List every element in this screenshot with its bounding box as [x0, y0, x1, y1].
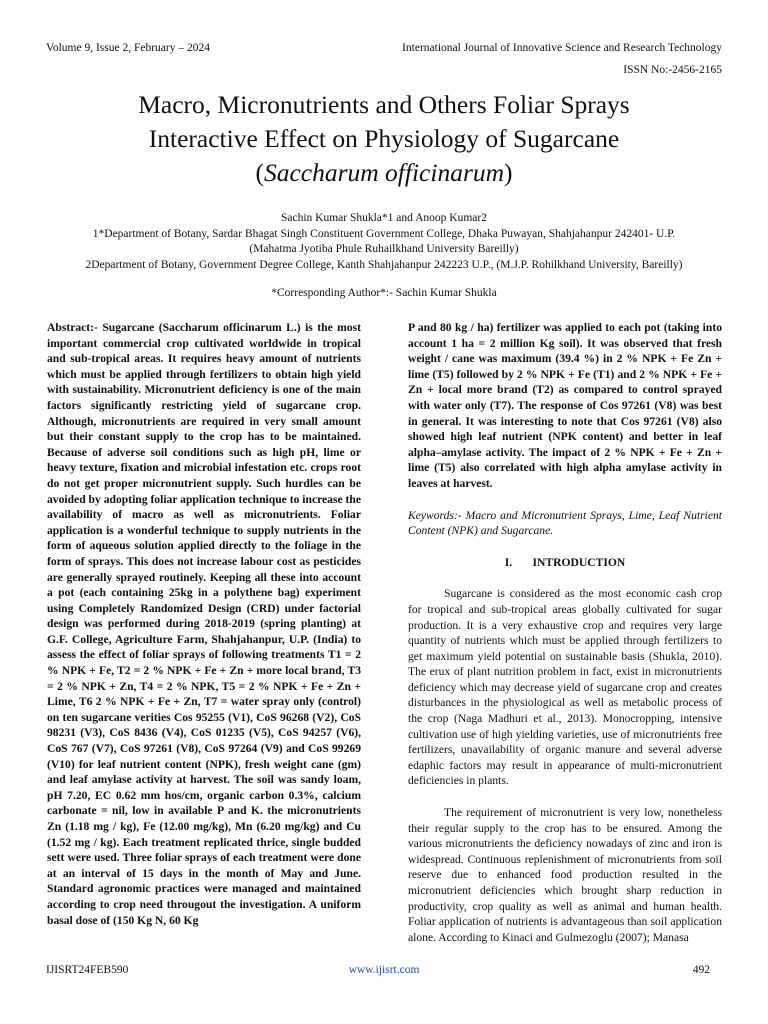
author-block [30, 211, 738, 273]
right-column [408, 320, 722, 945]
abstract-continued: P and 80 kg / ha) fertilizer was applied to each pot (taking into account 1 ha = 2 million Kg soil). It was observed that fresh weight / cane was maximum (39.4 %) in 2 % NPK + Fe Zn + lime (T5) followed by 2 % NPK + Fe (T1) and 2 % NPK + Fe + Zn + local more brand (T2) as compared to control sprayed with water only (T7). The response of Cos 97261 (V8) was best in general. It was interesting to note that Cos 97261 (V8) also showed high leaf nutrient (NPK content) and better in leaf alpha–amylase activity. The impact of 2 % NPK + Fe + Zn + lime (T5) also correlated with high alpha amylase activity in leaves at harvest. [408, 321, 722, 490]
title-paren-open: ( [255, 158, 264, 187]
intro-paragraph-2: The requirement of micronutrient is very low, nonetheless their regular supply to the crop has to be ensured. Among the various micronutrients the deficiency nowadays of zinc and iron is widespread. Continuous replenishment of micronutrients from soil reserve due to enhanced food production resulted in the micronutrient deficiencies which brought sharp reduction in productivity, crop quality as well as animal and human health. Foliar application of nutrients is advantageous than soil application alone. According to Kinaci and Gulmezoglu (2007); Manasa [408, 806, 722, 944]
abstract-column [47, 320, 361, 928]
volume-info: Volume 9, Issue 2, February – 2024 [46, 42, 210, 54]
issn: ISSN No:-2456-2165 [623, 64, 722, 76]
affiliation-1: 1*Department of Botany, Sardar Bhagat Singh Constituent Government College, Dhaka Puwayan, Shahjahanpur 242401- U.P. [92, 227, 676, 240]
keywords: Keywords:- Macro and Micronutrient Sprays, Lime, Leaf Nutrient Content (NPK) and Sugarcane. [408, 508, 722, 538]
title-line-2: Interactive Effect on Physiology of Sugarcane [148, 124, 620, 153]
journal-name: International Journal of Innovative Science and Research Technology [402, 42, 722, 54]
paper-code: IJISRT24FEB590 [46, 964, 129, 976]
section-heading [408, 555, 722, 571]
title-species: Saccharum officinarum [263, 158, 505, 187]
section-title: INTRODUCTION [532, 555, 626, 569]
title-line-3 [40, 156, 728, 190]
journal-url[interactable]: www.ijisrt.com [348, 964, 420, 976]
abstract-text: Abstract:- Sugarcane (Saccharum officinarum L.) is the most important commercial crop cultivated worldwide in tropical and sub-tropical areas. It requires heavy amount of nutrients which must be applied through fertilizers to obtain high yield with sustainability. Micronutrient deficiency is one of the main factors significantly restricting yield of sugarcane crop. Although, micronutrients are required in very small amount but their constant supply to the crop has to be maintained. Because of adverse soil conditions such as high pH, lime or heavy texture, fixation and microbial infestation etc. crops root do not get proper micronutrient supply. Such hurdles can be avoided by adopting foliar application technique to increase the availability of macro as well as micronutrients. Foliar application is a wonderful technique to supply nutrients in the form of aqueous solution applied directly to the foliage in the form of sprays. This does not increase labour cost as pesticides are generally sprayed routinely. Keeping all these into account a pot (each containing 25kg in a polythene bag) experiment using Completely Randomized Design (CRD) under factorial design was performed during 2018-2019 (spring planting) at G.F. College, Agriculture Farm, Shahjahanpur, U.P. (India) to assess the effect of foliar sprays of following treatments T1 = 2 % NPK + Fe, T2 = 2 % NPK + Fe + Zn + more local brand, T3 = 2 % NPK + Zn, T4 = 2 % NPK, T5 = 2 % NPK + Fe + Zn + Lime, T6 2 % NPK + Fe + Zn, T7 = water spray only (control) on ten sugarcane verities Cos 95255 (V1), CoS 96268 (V2), CoS 98231 (V3), CoS 8436 (V4), CoS 01235 (V5), CoS 94257 (V6), CoS 767 (V7), CoS 97261 (V8), CoS 97264 (V9) and CoS 99269 (V10) for leaf nutrient content (NPK), fresh weight cane (gm) and leaf amylase activity at harvest. The soil was sandy loam, pH 7.20, EC 0.62 mm hos/cm, organic carbon 0.3%, calcium carbonate = nil, low in available P and K. the micronutrients Zn (1.18 mg / kg), Fe (12.00 mg/kg), Mn (6.20 mg/kg) and Cu (1.52 mg / kg). Each treatment replicated thrice, single budded sett were used. Three foliar sprays of each treatment were done at an interval of 15 days in the month of May and June. Standard agronomic practices were managed and maintained according to crop need througout the investigation. A uniform basal dose of (150 Kg N, 60 Kg [47, 321, 361, 927]
title-paren-close: ) [504, 158, 513, 187]
author-names: Sachin Kumar Shukla*1 and Anoop Kumar2 [280, 212, 487, 224]
section-number: I. [504, 555, 513, 569]
paper-title [40, 88, 728, 190]
title-line-1: Macro, Micronutrients and Others Foliar Sprays [138, 90, 630, 119]
corresponding-author: *Corresponding Author*:- Sachin Kumar Shukla [271, 287, 497, 299]
affiliation-1-university: (Mahatma Jyotiba Phule Ruhailkhand University Bareilly) [249, 243, 519, 255]
page-number: 492 [692, 964, 710, 976]
affiliation-2: 2Department of Botany, Government Degree College, Kanth Shahjahanpur 242223 U.P., (M.J.P. Rohilkhand University, Bareilly) [85, 258, 683, 271]
intro-paragraph-1: Sugarcane is considered as the most economic cash crop for tropical and sub-tropical areas globally cultivated for sugar production. It is a very exhaustive crop and requires very large quantity of nutrients which must be applied through fertilizers to get maximum yield potential on sustainable basis (Shukla, 2010). The erux of plant nutrition problem in fact, exist in micronutrients deficiency which may decrease yield of sugarcane crop and creates disturbances in the physiological as well as metabolic process of the crop (Naga Madhuri et al., 2013). Monocropping, intensive cultivation use of high yielding varieties, use of micronutrients free fertilizers, unavailability of organic manure and several adverse edaphic factors may result in appearance of multi-micronutrient deficiencies in plants. [408, 587, 722, 788]
